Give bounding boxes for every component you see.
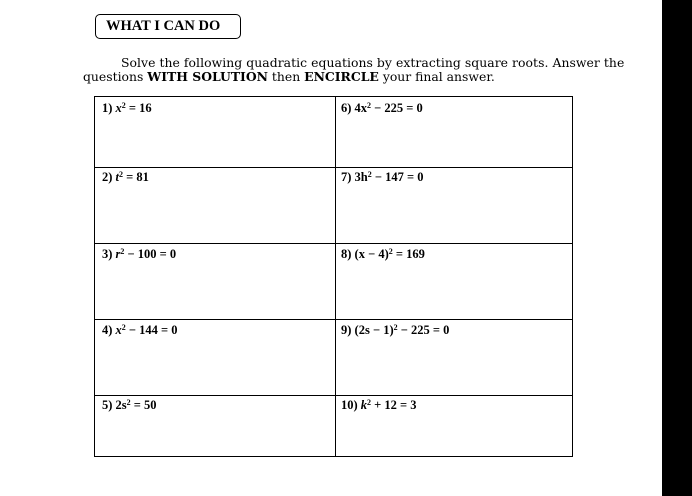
instructions-emphasis: ENCIRCLE [304, 69, 379, 84]
exponent: 2 [367, 170, 372, 179]
problem-6[interactable] [341, 101, 423, 115]
section-heading-box [95, 14, 241, 39]
problems-table [94, 96, 573, 457]
instructions-text: your final answer. [378, 69, 495, 84]
instructions-text: then [267, 69, 305, 84]
section-heading: WHAT I CAN DO [106, 18, 221, 34]
problem-term: 4x [354, 101, 368, 115]
instructions-line-2 [83, 70, 495, 84]
problem-rest: − 100 = 0 [124, 247, 177, 261]
problem-rest: − 225 = 0 [397, 323, 450, 337]
problem-term: r [115, 247, 121, 261]
exponent: 2 [126, 398, 131, 407]
problem-7[interactable] [341, 170, 424, 184]
problem-number: 9) [341, 323, 352, 337]
problem-term: (x − 4) [354, 247, 389, 261]
exponent: 2 [367, 101, 372, 110]
right-border-strip [662, 0, 692, 496]
problem-rest: = 169 [392, 247, 425, 261]
problem-term: (2s − 1) [354, 323, 394, 337]
problem-rest: − 144 = 0 [125, 323, 178, 337]
problem-number: 10) [341, 398, 358, 412]
exponent: 2 [367, 398, 372, 407]
problem-rest: = 50 [130, 398, 157, 412]
problem-number: 5) [102, 398, 113, 412]
instructions-text: questions [83, 69, 148, 84]
problem-8[interactable] [341, 247, 425, 261]
problem-10[interactable] [341, 398, 417, 412]
table-divider-vertical [335, 97, 336, 456]
problem-number: 2) [102, 170, 113, 184]
exponent: 2 [388, 247, 393, 256]
problem-4[interactable] [102, 323, 178, 337]
exponent: 2 [121, 101, 126, 110]
problem-rest: + 12 = 3 [371, 398, 417, 412]
instructions-emphasis: WITH SOLUTION [147, 69, 268, 84]
instructions-line-1: Solve the following quadratic equations by extracting square roots. Answer the [121, 55, 625, 70]
problem-rest: − 147 = 0 [371, 170, 424, 184]
problem-2[interactable] [102, 170, 149, 184]
problem-term: x [115, 101, 122, 115]
problem-term: t [115, 170, 120, 184]
table-divider-horizontal [95, 395, 572, 396]
exponent: 2 [120, 247, 125, 256]
problem-rest: = 16 [125, 101, 152, 115]
problem-number: 7) [341, 170, 352, 184]
table-divider-horizontal [95, 319, 572, 320]
problem-number: 8) [341, 247, 352, 261]
table-divider-horizontal [95, 243, 572, 244]
problem-1[interactable] [102, 101, 152, 115]
problem-number: 1) [102, 101, 113, 115]
problem-3[interactable] [102, 247, 176, 261]
problem-term: 2s [115, 398, 127, 412]
problem-term: x [115, 323, 122, 337]
exponent: 2 [119, 170, 124, 179]
problem-number: 4) [102, 323, 113, 337]
problem-number: 3) [102, 247, 113, 261]
table-divider-horizontal [95, 167, 572, 168]
problem-rest: = 81 [123, 170, 149, 184]
problem-rest: − 225 = 0 [371, 101, 423, 115]
problem-term: 3h [354, 170, 368, 184]
problem-term: k [360, 398, 368, 412]
exponent: 2 [393, 323, 398, 332]
exponent: 2 [121, 323, 126, 332]
problem-number: 6) [341, 101, 352, 115]
problem-5[interactable] [102, 398, 157, 412]
problem-9[interactable] [341, 323, 449, 337]
